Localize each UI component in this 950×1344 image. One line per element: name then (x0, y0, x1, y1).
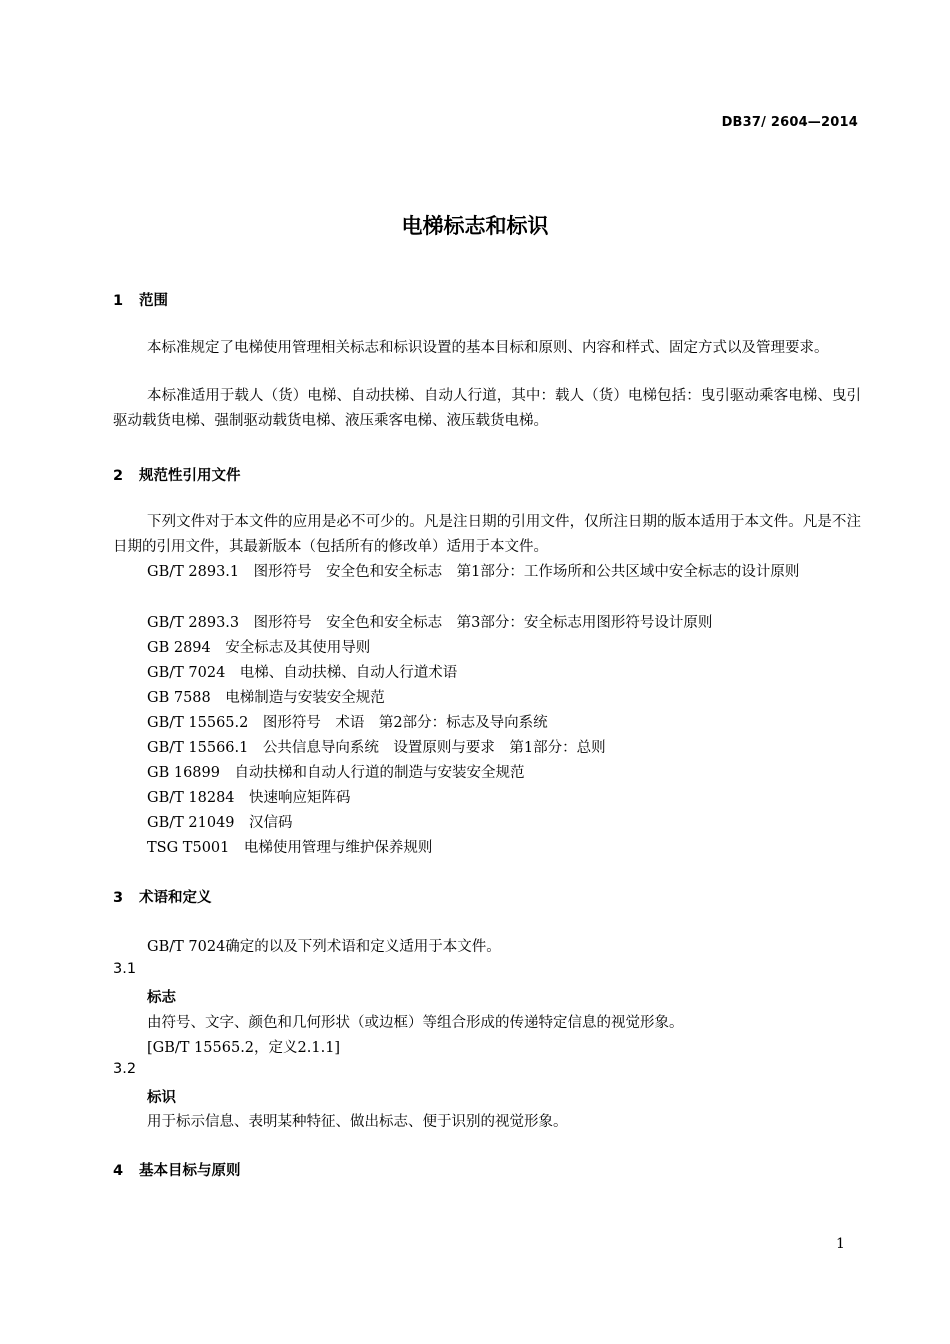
section-title: 术语和定义 (139, 890, 212, 906)
reference-item: GB/T 2893.1 图形符号 安全色和安全标志 第1部分：工作场所和公共区域中安全标志的设计原则 (147, 564, 800, 580)
term-name: 标识 (147, 1090, 176, 1106)
document-title: 电梯标志和标识 (401, 214, 549, 238)
reference-item: GB/T 18284 快速响应矩阵码 (147, 790, 351, 806)
section-1-heading (113, 289, 168, 310)
term-source: [GB/T 15565.2，定义2.1.1] (147, 1040, 341, 1056)
scope-paragraph-1: 本标准规定了电梯使用管理相关标志和标识设置的基本目标和原则、内容和样式、固定方式以及管理要求。 (147, 340, 829, 356)
section-title: 基本目标与原则 (139, 1163, 241, 1179)
page-number: 1 (836, 1236, 845, 1252)
section-number: 2 (113, 468, 124, 484)
standard-code: DB37/ 2604—2014 (721, 115, 858, 130)
reference-item: GB/T 7024 电梯、自动扶梯、自动人行道术语 (147, 665, 458, 681)
term-definition: 由符号、文字、颜色和几何形状（或边框）等组合形成的传递特定信息的视觉形象。 (147, 1015, 684, 1031)
reference-item: GB/T 2893.3 图形符号 安全色和安全标志 第3部分：安全标志用图形符号设计原则 (147, 615, 713, 631)
term-number: 3.2 (113, 1061, 137, 1077)
reference-item: GB/T 15565.2 图形符号 术语 第2部分：标志及导向系统 (147, 715, 548, 731)
reference-item: GB 2894 安全标志及其使用导则 (147, 640, 371, 656)
section-number: 3 (113, 890, 124, 906)
reference-item: GB/T 15566.1 公共信息导向系统 设置原则与要求 第1部分：总则 (147, 740, 606, 756)
reference-item: GB 16899 自动扶梯和自动人行道的制造与安装安全规范 (147, 765, 525, 781)
term-definition: 用于标示信息、表明某种特征、做出标志、便于识别的视觉形象。 (147, 1114, 568, 1130)
references-intro: 下列文件对于本文件的应用是必不可少的。凡是注日期的引用文件，仅所注日期的版本适用于本文件。凡是不注日期的引用文件，其最新版本（包括所有的修改单）适用于本文件。 (113, 514, 861, 555)
section-number: 1 (113, 293, 124, 309)
section-3-heading (113, 886, 212, 907)
reference-item: GB 7588 电梯制造与安装安全规范 (147, 690, 385, 706)
reference-item: TSG T5001 电梯使用管理与维护保养规则 (147, 840, 433, 856)
section-title: 范围 (139, 293, 168, 309)
scope-paragraph-2: 本标准适用于载人（货）电梯、自动扶梯、自动人行道，其中：载人（货）电梯包括：曳引驱动乘客电梯、曳引驱动载货电梯、强制驱动载货电梯、液压乘客电梯、液压载货电梯。 (113, 388, 861, 429)
reference-item: GB/T 21049 汉信码 (147, 815, 293, 831)
term-number: 3.1 (113, 961, 137, 977)
terms-intro: GB/T 7024确定的以及下列术语和定义适用于本文件。 (147, 939, 501, 955)
section-2-heading (113, 464, 241, 485)
section-title: 规范性引用文件 (139, 468, 241, 484)
section-number: 4 (113, 1163, 124, 1179)
term-name: 标志 (147, 990, 176, 1006)
section-4-heading (113, 1159, 241, 1180)
